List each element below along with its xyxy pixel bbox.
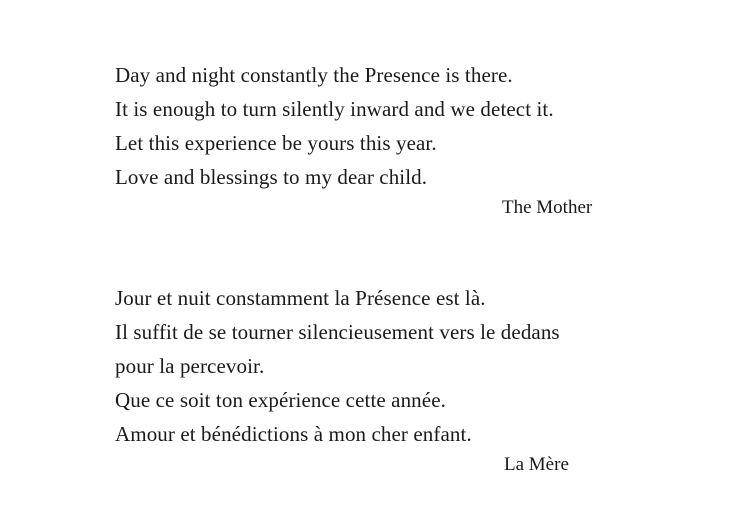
message-line: Que ce soit ton expérience cette année. — [115, 388, 446, 412]
message-line: Amour et bénédictions à mon cher enfant. — [115, 422, 472, 446]
message-line: Jour et nuit constamment la Présence est là. — [115, 286, 486, 310]
french-message — [115, 281, 675, 479]
signature-french: La Mère — [504, 454, 569, 475]
message-line: Day and night constantly the Presence is there. — [115, 63, 513, 87]
message-line: It is enough to turn silently inward and we detect it. — [115, 97, 554, 121]
message-line: pour la percevoir. — [115, 354, 265, 378]
message-line: Il suffit de se tourner silencieusement vers le dedans — [115, 320, 560, 344]
message-line: Let this experience be yours this year. — [115, 131, 437, 155]
english-message — [115, 58, 675, 222]
message-line: Love and blessings to my dear child. — [115, 165, 428, 189]
signature-english: The Mother — [502, 197, 593, 218]
